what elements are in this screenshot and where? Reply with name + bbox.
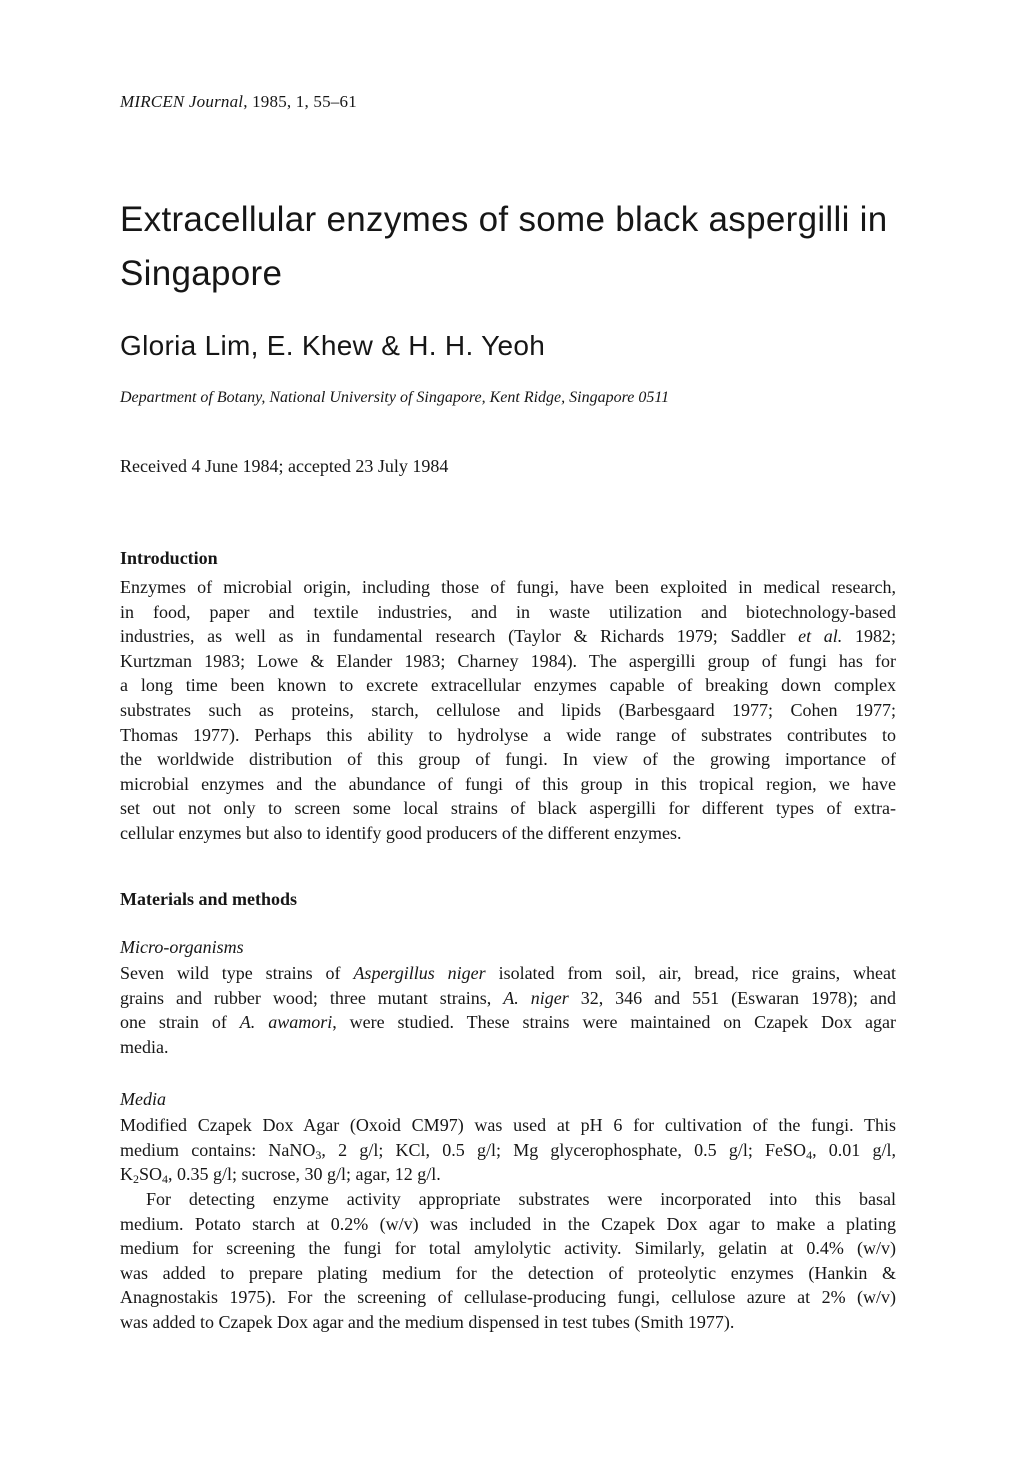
text-line: microbial enzymes and the abundance of fungi of this group in this tropical region, we have <box>120 773 896 794</box>
text-line <box>120 1162 896 1187</box>
journal-name: MIRCEN Journal <box>120 92 244 111</box>
text-segment: , 0.01 g/l, <box>812 1139 896 1160</box>
text-line: the worldwide distribution of this group of fungi. In view of the growing importance of <box>120 749 896 770</box>
species-name: Aspergillus niger <box>353 963 486 983</box>
text-line: cellular enzymes but also to identify good producers of the different enzymes. <box>120 822 682 843</box>
text-line: Kurtzman 1983; Lowe & Elander 1983; Charney 1984). The aspergilli group of fungi has for <box>120 650 896 671</box>
text-segment: isolated from soil, air, bread, rice grains, wheat <box>485 963 896 983</box>
text-line: Anagnostakis 1975). For the screening of cellulase-producing fungi, cellulose azure at 2% (w/v) <box>120 1287 896 1308</box>
text-line <box>120 1010 896 1035</box>
text-segment: , 2 g/l; KCl, 0.5 g/l; Mg glycerophosphate, 0.5 g/l; FeSO <box>321 1139 807 1160</box>
media-paragraph-2 <box>120 1187 896 1335</box>
text-line: a long time been known to excrete extracellular enzymes capable of breaking down complex <box>120 675 896 696</box>
text-segment: 1982; <box>842 626 896 647</box>
article-authors: Gloria Lim, E. Khew & H. H. Yeoh <box>120 330 546 361</box>
text-line: set out not only to screen some local strains of black aspergilli for different types of extra- <box>120 798 896 819</box>
section-heading-materials-methods: Materials and methods <box>120 889 297 909</box>
article-title: Extracellular enzymes of some black aspergilli in Singapore <box>120 200 888 293</box>
text-line: was added to Czapek Dox agar and the medium dispensed in test tubes (Smith 1977). <box>120 1311 735 1332</box>
text-segment: industries, as well as in fundamental research (Taylor & Richards 1979; Saddler <box>120 626 799 647</box>
text-line <box>120 624 896 649</box>
text-line: medium for screening the fungi for total amylolytic activity. Similarly, gelatin at 0.4% (w/v) <box>120 1238 896 1259</box>
text-segment: , 0.35 g/l; sucrose, 30 g/l; agar, 12 g/l. <box>168 1164 441 1185</box>
subscript: 4 <box>806 1147 813 1162</box>
text-segment: SO <box>139 1164 163 1185</box>
subsection-heading-micro-organisms: Micro-organisms <box>120 937 244 957</box>
text-line: For detecting enzyme activity appropriate substrates were incorporated into this basal <box>146 1189 896 1209</box>
subsection-heading-media: Media <box>120 1089 166 1109</box>
received-dates: Received 4 June 1984; accepted 23 July 1984 <box>120 456 449 476</box>
text-segment: Seven wild type strains of <box>120 963 354 983</box>
text-line: substrates such as proteins, starch, cellulose and lipids (Barbesgaard 1977; Cohen 1977; <box>120 699 896 720</box>
section-heading-introduction: Introduction <box>120 548 218 568</box>
subscript: 4 <box>162 1172 169 1187</box>
text-segment: medium contains: NaNO <box>120 1139 316 1160</box>
subscript: 3 <box>315 1147 322 1162</box>
species-name: A. awamori <box>239 1012 333 1033</box>
text-line: Enzymes of microbial origin, including those of fungi, have been exploited in medical research, <box>120 577 896 597</box>
journal-citation <box>120 92 357 112</box>
text-line: medium. Potato starch at 0.2% (w/v) was included in the Czapek Dox agar to make a plating <box>120 1213 896 1234</box>
text-segment: K <box>120 1164 133 1185</box>
text-segment: 32, 346 and 551 (Eswaran 1978); and <box>568 987 896 1008</box>
species-name: A. niger <box>503 987 569 1008</box>
micro-organisms-paragraph <box>120 961 896 1059</box>
text-line: Modified Czapek Dox Agar (Oxoid CM97) was used at pH 6 for cultivation of the fungi. This <box>120 1115 896 1135</box>
italic-et-al: et al. <box>798 626 843 647</box>
text-segment: one strain of <box>120 1012 240 1033</box>
text-line <box>120 961 896 986</box>
text-segment: , were studied. These strains were maintained on Czapek Dox agar <box>332 1012 896 1033</box>
text-line: in food, paper and textile industries, and in waste utilization and biotechnology-based <box>120 601 896 622</box>
text-line: was added to prepare plating medium for the detection of proteolytic enzymes (Hankin & <box>120 1262 896 1283</box>
subscript: 2 <box>133 1172 139 1187</box>
text-line <box>120 1138 896 1163</box>
text-segment: grains and rubber wood; three mutant strains, <box>120 987 504 1008</box>
author-affiliation: Department of Botany, National University of Singapore, Kent Ridge, Singapore 0511 <box>120 389 670 406</box>
text-line <box>120 986 896 1011</box>
text-line: Thomas 1977). Perhaps this ability to hydrolyse a wide range of substrates contributes to <box>120 724 896 745</box>
introduction-paragraph <box>120 575 896 846</box>
media-paragraph <box>120 1113 896 1187</box>
text-line: media. <box>120 1036 169 1057</box>
journal-volume-pages: , 1985, 1, 55–61 <box>243 92 357 111</box>
